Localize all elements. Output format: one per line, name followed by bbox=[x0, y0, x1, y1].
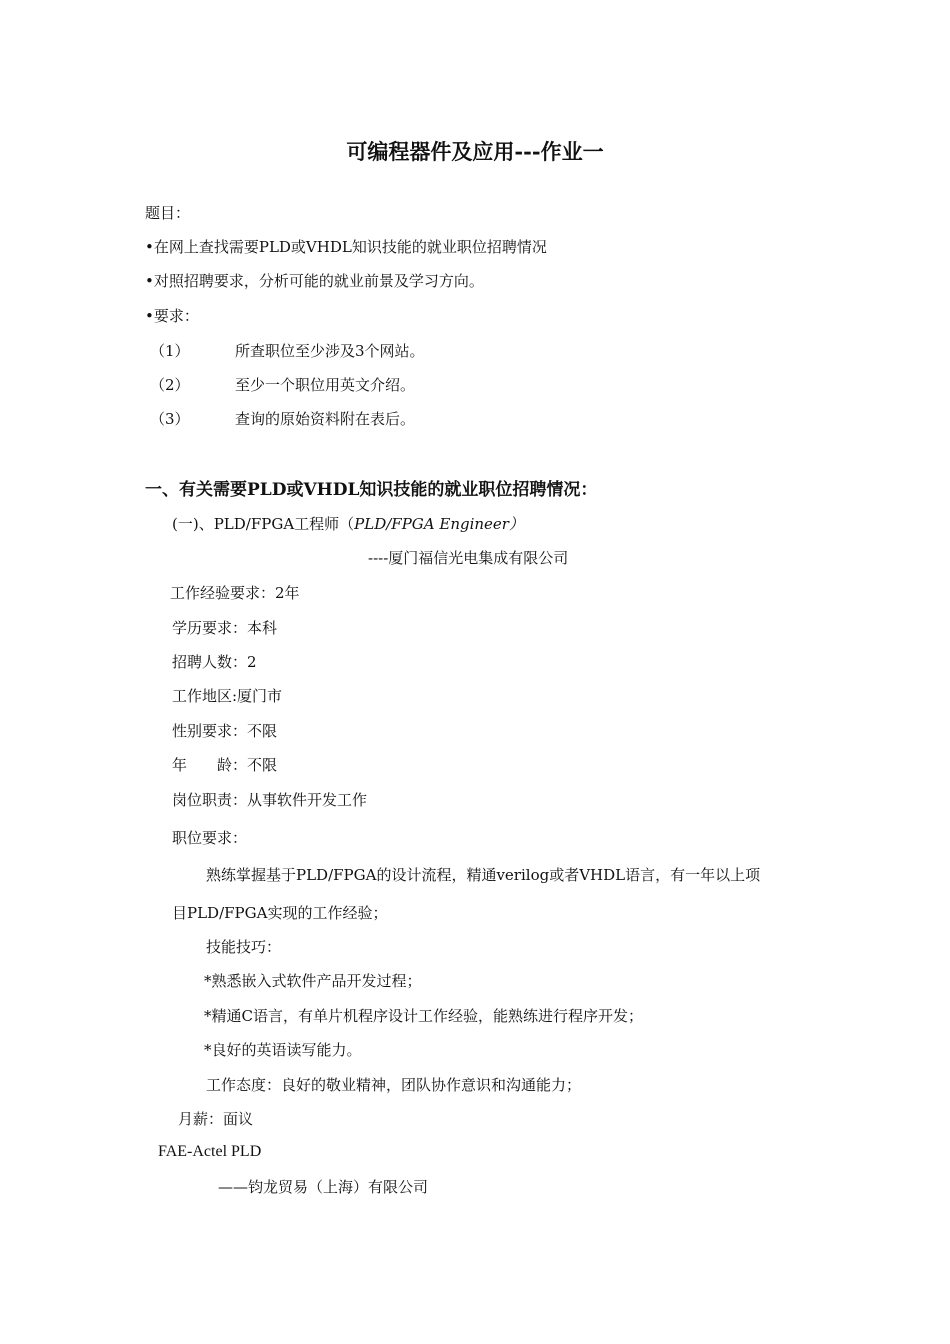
requirement-number: （1） bbox=[150, 342, 190, 360]
requirement-3 bbox=[150, 409, 415, 429]
job1-field-gender: 性别要求：不限 bbox=[172, 722, 278, 740]
task-heading: 题目： bbox=[145, 204, 191, 222]
section-heading: 一、有关需要PLD或VHDL知识技能的就业职位招聘情况： bbox=[145, 480, 598, 500]
job1-skill-3: *良好的英语读写能力。 bbox=[204, 1041, 362, 1059]
job1-field-requirements: 职位要求： bbox=[172, 829, 248, 847]
job1-field-education: 学历要求：本科 bbox=[172, 619, 278, 637]
job1-field-location: 工作地区:厦门市 bbox=[172, 687, 283, 705]
job1-title-en: PLD/FPGA Engineer） bbox=[354, 515, 524, 533]
requirement-1 bbox=[150, 341, 425, 361]
requirement-text: 至少一个职位用英文介绍。 bbox=[235, 376, 416, 394]
job1-req-line-2: 目PLD/FPGA实现的工作经验； bbox=[172, 904, 388, 922]
requirement-number: （3） bbox=[150, 410, 190, 428]
requirement-text: 查询的原始资料附在表后。 bbox=[235, 410, 416, 428]
task-bullet-2: •对照招聘要求，分析可能的就业前景及学习方向。 bbox=[145, 272, 484, 290]
requirement-2 bbox=[150, 375, 415, 395]
job1-title bbox=[172, 514, 524, 534]
job2-company: ——钧龙贸易（上海）有限公司 bbox=[218, 1178, 429, 1196]
job1-field-duties: 岗位职责：从事软件开发工作 bbox=[172, 791, 368, 809]
requirement-number: （2） bbox=[150, 376, 190, 394]
job1-field-experience: 工作经验要求：2年 bbox=[170, 584, 300, 602]
job1-skills-heading: 技能技巧： bbox=[206, 938, 282, 956]
job1-title-cn: (一)、PLD/FPGA工程师（ bbox=[172, 515, 355, 533]
task-bullet-3: •要求： bbox=[145, 307, 199, 325]
job1-skill-1: *熟悉嵌入式软件产品开发过程； bbox=[204, 972, 422, 990]
job1-field-age: 年 龄：不限 bbox=[172, 756, 278, 774]
job1-skill-2: *精通C语言，有单片机程序设计工作经验，能熟练进行程序开发； bbox=[204, 1007, 643, 1025]
job1-company: ----厦门福信光电集成有限公司 bbox=[368, 549, 569, 567]
job1-salary: 月薪：面议 bbox=[178, 1110, 254, 1128]
requirement-text: 所查职位至少涉及3个网站。 bbox=[235, 342, 425, 360]
document-title: 可编程器件及应用---作业一 bbox=[346, 139, 604, 164]
job1-field-headcount: 招聘人数：2 bbox=[172, 653, 257, 671]
task-bullet-1: •在网上查找需要PLD或VHDL知识技能的就业职位招聘情况 bbox=[145, 238, 547, 256]
job2-title: FAE-Actel PLD bbox=[158, 1143, 262, 1160]
job1-req-line-1: 熟练掌握基于PLD/FPGA的设计流程，精通verilog或者VHDL语言，有一年以上项 bbox=[206, 866, 761, 884]
job1-attitude: 工作态度：良好的敬业精神，团队协作意识和沟通能力； bbox=[206, 1076, 582, 1094]
